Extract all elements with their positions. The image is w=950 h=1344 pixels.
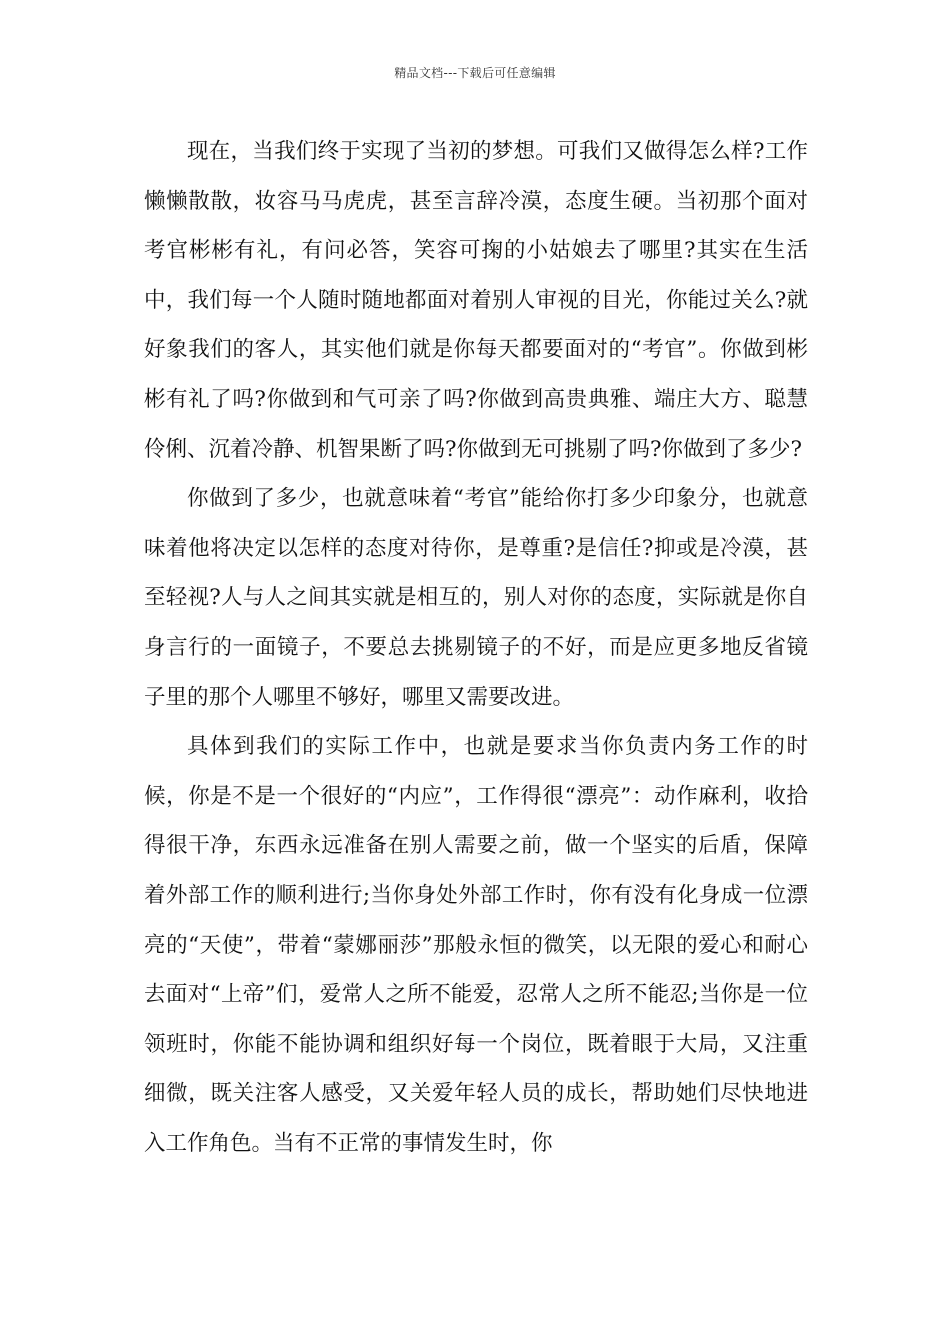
paragraph-2: 你做到了多少，也就意味着“考官”能给你打多少印象分，也就意味着他将决定以怎样的态度对待你，是尊重?是信任?抑或是冷漠，甚至轻视?人与人之间其实就是相互的，别人对你的态度，实际就是你自身言行的一面镜子，不要总去挑剔镜子的不好，而是应更多地反省镜子里的那个人哪里不够好，哪里又需要改进。 [144,486,808,710]
document-body [144,127,808,1168]
paragraph-1: 现在，当我们终于实现了当初的梦想。可我们又做得怎么样?工作懒懒散散，妆容马马虎虎，甚至言辞冷漠，态度生硬。当初那个面对考官彬彬有礼，有问必答，笑容可掬的小姑娘去了哪里?其实在生活中，我们每一个人随时随地都面对着别人审视的目光，你能过关么?就好象我们的客人，其实他们就是你每天都要面对的“考官”。你做到彬彬有礼了吗?你做到和气可亲了吗?你做到高贵典雅、端庄大方、聪慧伶俐、沉着冷静、机智果断了吗?你做到无可挑剔了吗?你做到了多少? [144,139,808,462]
paragraph-3: 具体到我们的实际工作中，也就是要求当你负责内务工作的时候，你是不是一个很好的“内应”，工作得很“漂亮”：动作麻利，收拾得很干净，东西永远准备在别人需要之前，做一个坚实的后盾，保障着外部工作的顺利进行;当你身处外部工作时，你有没有化身成一位漂亮的“天使”，带着“蒙娜丽莎”那般永恒的微笑，以无限的爱心和耐心去面对“上帝”们，爱常人之所不能爱，忍常人之所不能忍;当你是一位领班时，你能不能协调和组织好每一个岗位，既着眼于大局，又注重细微，既关注客人感受，又关爱年轻人员的成长，帮助她们尽快地进入工作角色。当有不正常的事情发生时，你 [144,734,808,1156]
page-header: 精品文档---下载后可任意编辑 [394,66,556,80]
